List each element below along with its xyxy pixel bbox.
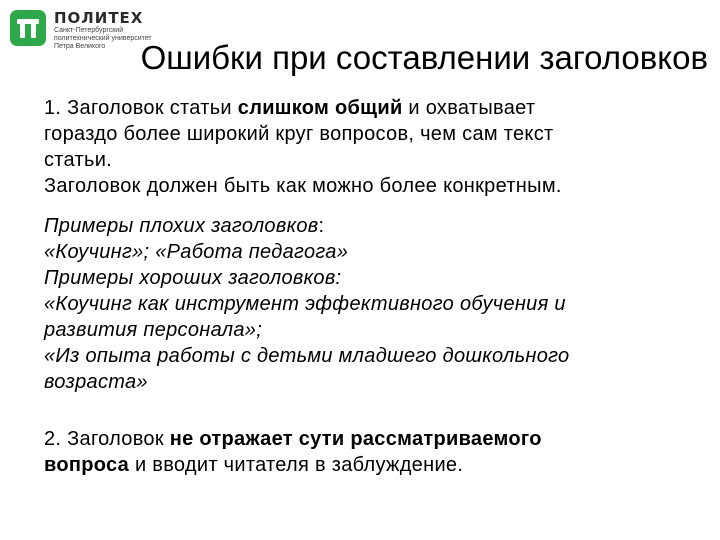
logo-subtitle-line: политехнический университет xyxy=(54,35,152,42)
good-example-1-line-2: развития персонала»; xyxy=(44,319,263,341)
slide-title: Ошибки при составлении заголовков xyxy=(140,39,708,76)
logo-name: ПОЛИТЕХ xyxy=(54,9,144,27)
point-2 xyxy=(44,426,694,478)
good-example-1-line-1: «Коучинг как инструмент эффективного обучения и xyxy=(44,293,566,315)
point-1-bold: слишком общий xyxy=(237,97,403,119)
logo-subtitle-line: Санкт-Петербургский xyxy=(54,27,124,34)
point-1-rest: и охватывает xyxy=(402,97,536,119)
logo-subtitle-line: Петра Великого xyxy=(54,43,106,50)
slide-content xyxy=(44,95,694,478)
good-example-2-line-1: «Из опыта работы с детьми младшего дошкольного xyxy=(44,345,570,367)
point-2-rest: и вводит читателя в заблуждение. xyxy=(129,454,464,476)
good-example-2-line-2: возраста» xyxy=(44,371,148,393)
point-2-line-2 xyxy=(44,452,694,478)
point-2-prefix: 2. Заголовок xyxy=(44,428,170,450)
good-examples-label: Примеры хороших заголовков: xyxy=(44,267,342,289)
point-1-line-2: гораздо более широкий круг вопросов, чем сам текст xyxy=(44,123,554,145)
point-1-line-4: Заголовок должен быть как можно более конкретным. xyxy=(44,175,562,197)
bad-examples-label xyxy=(44,213,694,239)
point-1 xyxy=(44,95,694,199)
point-1-line-1 xyxy=(44,95,694,121)
examples-block xyxy=(44,213,694,395)
point-1-line-3: статьи. xyxy=(44,149,113,171)
point-2-bold-2: вопроса xyxy=(44,454,130,476)
point-1-prefix: 1. Заголовок статьи xyxy=(44,97,238,119)
point-2-bold-1: не отражает сути рассматриваемого xyxy=(169,428,542,450)
point-2-line-1 xyxy=(44,426,694,452)
bad-examples-label-text: Примеры плохих заголовков xyxy=(44,215,319,237)
bad-examples-label-colon: : xyxy=(318,215,325,237)
slide-title-container xyxy=(0,38,720,78)
bad-examples-items: «Коучинг»; «Работа педагога» xyxy=(44,241,349,263)
